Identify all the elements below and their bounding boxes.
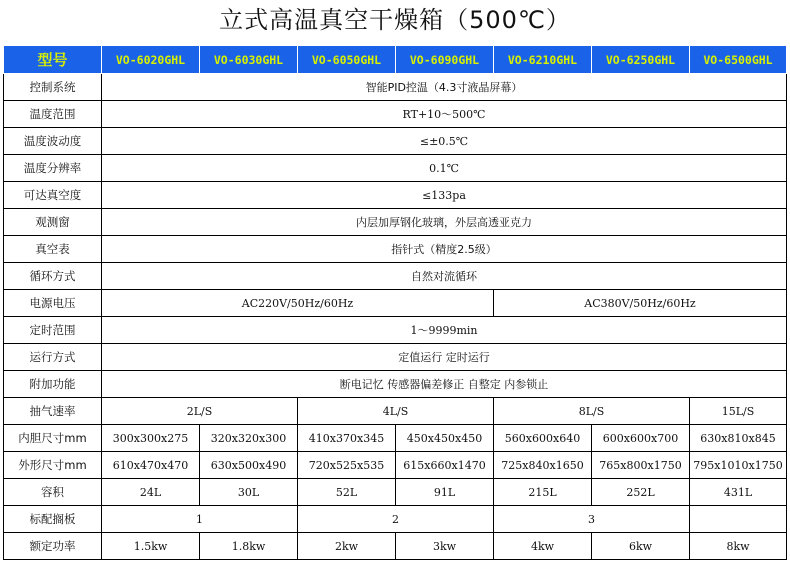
row-value: 630x810x845 (690, 425, 787, 452)
row-label: 外形尺寸mm (4, 452, 102, 479)
row-value: 15L/S (690, 398, 787, 425)
row-value: 8L/S (494, 398, 690, 425)
row-label: 标配搁板 (4, 506, 102, 533)
row-value: 431L (690, 479, 787, 506)
row-value: 1.8kw (200, 533, 298, 560)
row-label: 运行方式 (4, 344, 102, 371)
row-label: 温度分辨率 (4, 155, 102, 182)
row-value: ≤±0.5℃ (102, 128, 787, 155)
row-label: 可达真空度 (4, 182, 102, 209)
row-value: 725x840x1650 (494, 452, 592, 479)
row-value: 3 (494, 506, 690, 533)
row-value: 0.1℃ (102, 155, 787, 182)
row-value: 450x450x450 (396, 425, 494, 452)
row-value: 560x600x640 (494, 425, 592, 452)
row-value: 8kw (690, 533, 787, 560)
row-value: 定值运行 定时运行 (102, 344, 787, 371)
row-value: 600x600x700 (592, 425, 690, 452)
row-value: 4kw (494, 533, 592, 560)
row-value: 内层加厚钢化玻璃，外层高透亚克力 (102, 209, 787, 236)
row-label: 控制系统 (4, 74, 102, 101)
row-label: 容积 (4, 479, 102, 506)
model-cell: VO-6500GHL (690, 46, 787, 74)
row-value: ≤133pa (102, 182, 787, 209)
row-label: 电源电压 (4, 290, 102, 317)
table-row (4, 101, 787, 128)
table-row (4, 398, 787, 425)
row-label: 温度波动度 (4, 128, 102, 155)
row-value: 765x800x1750 (592, 452, 690, 479)
row-label: 真空表 (4, 236, 102, 263)
spec-table (3, 45, 787, 560)
table-row (4, 209, 787, 236)
row-value: 智能PID控温（4.3寸液晶屏幕） (102, 74, 787, 101)
row-value: 30L (200, 479, 298, 506)
row-value: 300x300x275 (102, 425, 200, 452)
table-row (4, 344, 787, 371)
row-value: AC380V/50Hz/60Hz (494, 290, 787, 317)
row-value: 3kw (396, 533, 494, 560)
table-row (4, 236, 787, 263)
header-row (4, 46, 787, 74)
table-row (4, 182, 787, 209)
row-label: 额定功率 (4, 533, 102, 560)
row-value: 2L/S (102, 398, 298, 425)
model-cell: VO-6090GHL (396, 46, 494, 74)
page-title: 立式高温真空干燥箱（500℃） (219, 6, 571, 34)
row-value: 610x470x470 (102, 452, 200, 479)
row-label: 温度范围 (4, 101, 102, 128)
row-label: 附加功能 (4, 371, 102, 398)
row-value: 2 (298, 506, 494, 533)
row-value: 2kw (298, 533, 396, 560)
table-row (4, 155, 787, 182)
row-value: 1 (102, 506, 298, 533)
row-label: 内胆尺寸mm (4, 425, 102, 452)
row-value: 52L (298, 479, 396, 506)
row-value: 410x370x345 (298, 425, 396, 452)
model-cell: VO-6030GHL (200, 46, 298, 74)
header-label: 型号 (4, 46, 102, 74)
row-value: 720x525x535 (298, 452, 396, 479)
row-value: 自然对流循环 (102, 263, 787, 290)
table-row (4, 506, 787, 533)
row-value: 6kw (592, 533, 690, 560)
row-value: 指针式（精度2.5级） (102, 236, 787, 263)
row-value: 91L (396, 479, 494, 506)
row-value: 795x1010x1750 (690, 452, 787, 479)
row-label: 定时范围 (4, 317, 102, 344)
row-value: 4L/S (298, 398, 494, 425)
row-value: 252L (592, 479, 690, 506)
table-row (4, 371, 787, 398)
row-value: 630x500x490 (200, 452, 298, 479)
row-label: 观测窗 (4, 209, 102, 236)
table-row (4, 533, 787, 560)
row-value: RT+10～500℃ (102, 101, 787, 128)
table-row (4, 290, 787, 317)
model-cell: VO-6250GHL (592, 46, 690, 74)
row-value: 615x660x1470 (396, 452, 494, 479)
row-value: 1～9999min (102, 317, 787, 344)
table-row (4, 128, 787, 155)
row-value (690, 506, 787, 533)
table-row (4, 479, 787, 506)
row-label: 抽气速率 (4, 398, 102, 425)
row-value: 24L (102, 479, 200, 506)
model-cell: VO-6020GHL (102, 46, 200, 74)
model-cell: VO-6050GHL (298, 46, 396, 74)
row-value: 320x320x300 (200, 425, 298, 452)
table-row (4, 425, 787, 452)
table-row (4, 74, 787, 101)
row-value: 215L (494, 479, 592, 506)
table-row (4, 263, 787, 290)
row-label: 循环方式 (4, 263, 102, 290)
table-row (4, 452, 787, 479)
row-value: 1.5kw (102, 533, 200, 560)
row-value: 断电记忆 传感器偏差修正 自整定 内参锁止 (102, 371, 787, 398)
row-value: AC220V/50Hz/60Hz (102, 290, 494, 317)
model-cell: VO-6210GHL (494, 46, 592, 74)
table-row (4, 317, 787, 344)
